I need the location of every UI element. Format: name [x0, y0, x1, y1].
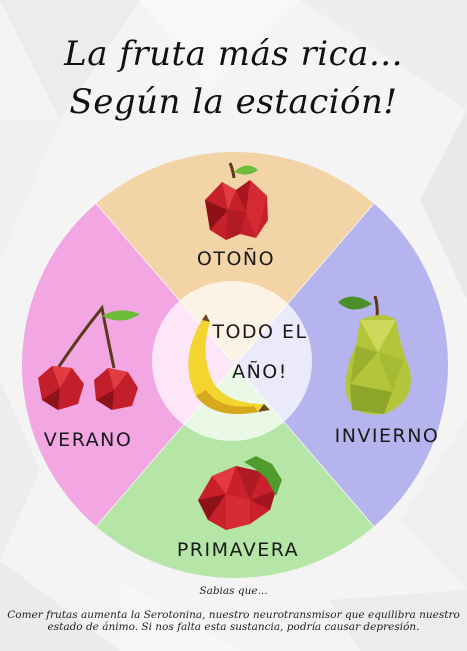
footer-line-2: estado de ánimo. Si nos falta esta sustancia, podría causar depresión.	[47, 621, 420, 633]
title-line-1: La fruta más rica...	[64, 34, 403, 74]
season-label-spring: PRIMAVERA	[176, 539, 300, 561]
footer-heading: Sabias que...	[199, 585, 268, 597]
center-label-line-1: TODO EL	[212, 321, 308, 343]
season-label-summer: VERANO	[43, 429, 133, 451]
center-label-line-2: AÑO!	[232, 361, 288, 383]
season-label-winter: INVIERNO	[334, 425, 440, 447]
footer-line-1: Comer frutas aumenta la Serotonina, nuestro neurotransmisor que equilibra nuestro	[7, 609, 460, 621]
season-label-autumn: OTOÑO	[196, 248, 276, 270]
title-line-2: Según la estación!	[69, 82, 398, 122]
